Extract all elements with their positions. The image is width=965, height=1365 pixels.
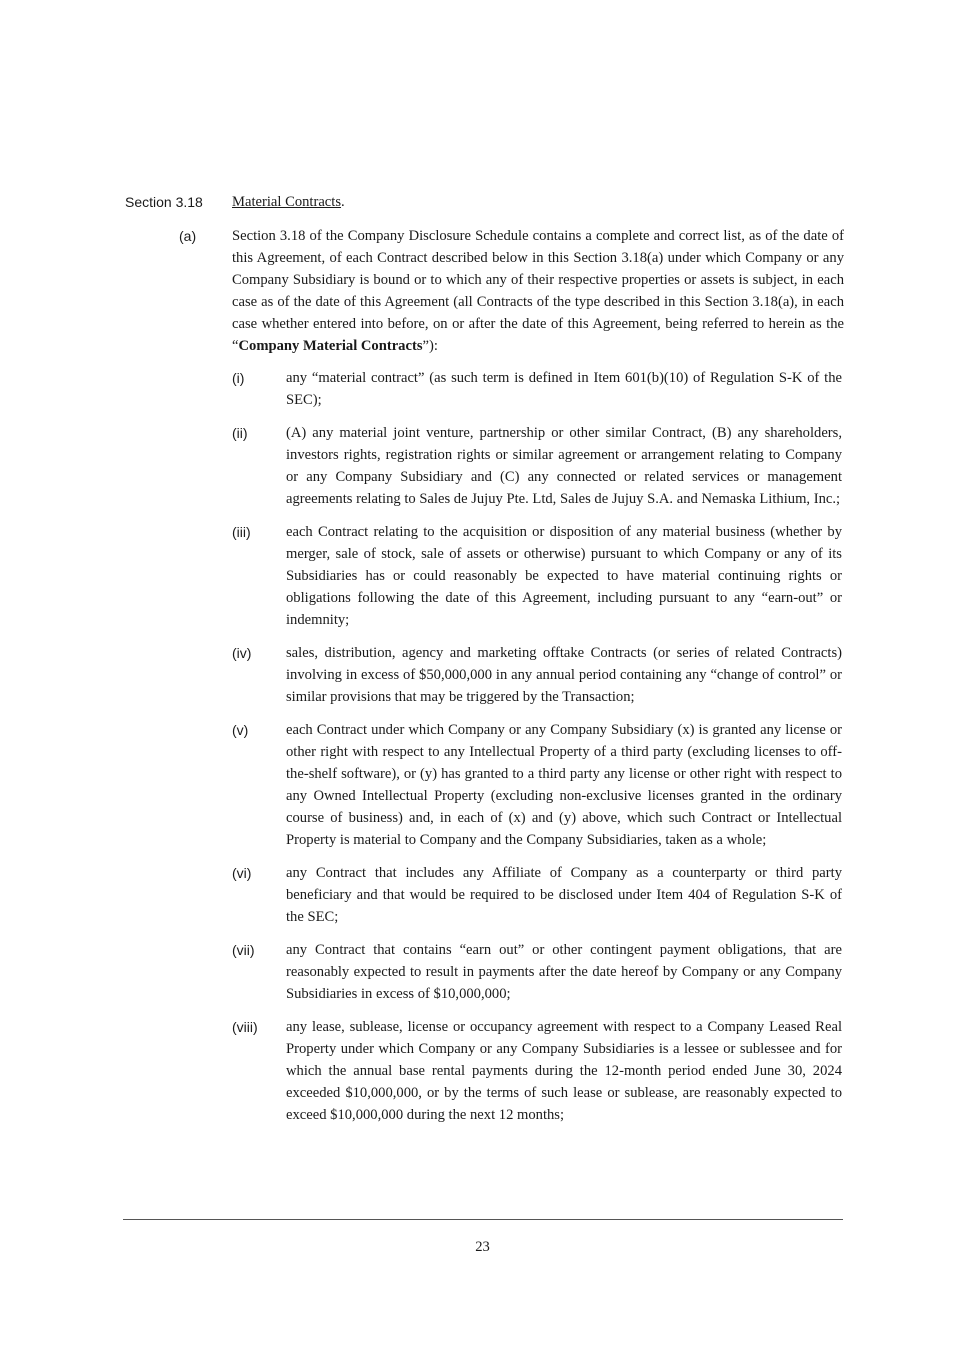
footer-divider: [123, 1219, 843, 1220]
item-number: (v): [232, 722, 249, 738]
list-item: [232, 521, 844, 631]
list-item: [232, 719, 844, 851]
list-item: [232, 642, 844, 708]
clause-list: [232, 367, 844, 1137]
paragraph-text: [232, 225, 844, 357]
item-number: (iii): [232, 524, 251, 540]
item-text: sales, distribution, agency and marketing offtake Contracts (or series of related Contracts) involving in excess of $50,000,000 in any annual period containing any “change of control” or similar provisions that may be triggered by the Transaction;: [286, 645, 842, 705]
paragraph-label: (a): [179, 228, 197, 244]
item-text: each Contract under which Company or any Company Subsidiary (x) is granted any license or other right with respect to any Intellectual Property of a third party (excluding licenses to off-the-shelf software), or (y) has granted to a third party any license or other right with respect to any Owned Intellectual Property (excluding non-exclusive licenses granted in the ordinary course of business) and, in each of (x) and (y) above, which such Contract or Intellectual Property is material to Company and the Company Subsidiaries, taken as a whole;: [286, 722, 842, 848]
list-item: [232, 422, 844, 510]
item-text: each Contract relating to the acquisition or disposition of any material business (whether by merger, sale of stock, sale of assets or otherwise) pursuant to which Company or any of its Subsidiaries has or could reasonably be expected to have material continuing rights or obligations following the date of this Agreement, including pursuant to any “earn-out” or indemnity;: [286, 524, 842, 628]
paragraph-text-after: ”):: [422, 338, 438, 354]
list-item: [232, 1016, 844, 1126]
item-number: (ii): [232, 425, 248, 441]
section-title: [232, 191, 345, 213]
item-text: any Contract that contains “earn out” or other contingent payment obligations, that are reasonably expected to result in payments after the date hereof by Company or any Company Subsidiaries in excess of $10,000,000;: [286, 942, 842, 1002]
paragraph-text-before: Section 3.18 of the Company Disclosure Schedule contains a complete and correct list, as of the date of this Agreement, of each Contract described below in this Section 3.18(a) under which Company or any Company Subsidiary is bound or to which any of their respective properties or assets is subject, in each case as of the date of this Agreement (all Contracts of the type described in this Section 3.18(a), in each case whether entered into before, on or after the date of this Agreement, being referred to herein as the “: [232, 228, 844, 354]
page-number: 23: [475, 1239, 490, 1255]
list-item: [232, 862, 844, 928]
item-text: any Contract that includes any Affiliate of Company as a counterparty or third party beneficiary and that would be required to be disclosed under Item 404 of Regulation S-K of the SEC;: [286, 865, 842, 925]
list-item: [232, 939, 844, 1005]
item-number: (i): [232, 370, 245, 386]
item-number: (iv): [232, 645, 252, 661]
section-number: Section 3.18: [125, 194, 203, 210]
defined-term: Company Material Contracts: [238, 338, 423, 354]
item-text: any lease, sublease, license or occupancy agreement with respect to a Company Leased Real Property under which Company or any Company Subsidiaries is a lessee or sublessee and for which the annual base rental payments during the 12-month period ended June 30, 2024 exceeded $10,000,000, or by the terms of such lease or sublease, are reasonably expected to exceed $10,000,000 during the next 12 months;: [286, 1019, 842, 1123]
list-item: [232, 367, 844, 411]
section-title-suffix: .: [341, 194, 345, 210]
item-number: (vi): [232, 865, 252, 881]
item-number: (vii): [232, 942, 255, 958]
item-text: (A) any material joint venture, partnership or other similar Contract, (B) any shareholders, investors rights, registration rights or similar agreement or arrangement relating to Company or any Company Subsidiary and (C) any connected or related services or management agreements relating to Sales de Jujuy Pte. Ltd, Sales de Jujuy S.A. and Nemaska Lithium, Inc.;: [286, 425, 842, 507]
item-text: any “material contract” (as such term is defined in Item 601(b)(10) of Regulation S-K of the SEC);: [286, 370, 842, 408]
section-title-text: Material Contracts: [232, 194, 342, 210]
item-number: (viii): [232, 1019, 258, 1035]
